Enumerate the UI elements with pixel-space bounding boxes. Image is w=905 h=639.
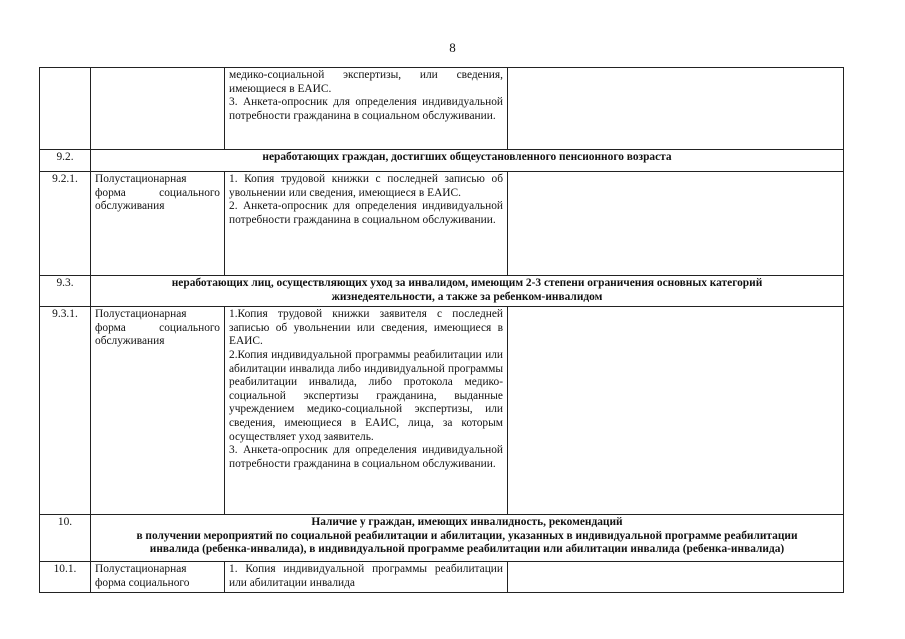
page-number: 8 bbox=[449, 40, 456, 55]
table-row bbox=[40, 172, 844, 276]
document-item: 2.Копия индивидуальной программы реабилитации или абилитации инвалида либо индивидуальной программы реабилитации инвалида, либо протокола медико-социальной экспертизы гражданина, выданные учреждением медико-социальной экспертизы, или сведения, имеющиеся в ЕАИС, лица, за которым осуществляет уход заявитель. bbox=[229, 348, 503, 443]
required-documents bbox=[225, 172, 508, 276]
document-item: 1. Копия индивидуальной программы реабилитации или абилитации инвалида bbox=[229, 563, 503, 589]
section-title-line: инвалида (ребенка-инвалида), в индивидуальной программе реабилитации или абилитации инвалида (ребенка-инвалида) bbox=[149, 543, 785, 556]
service-form: Полустационарная форма социального bbox=[91, 562, 225, 593]
notes-cell bbox=[508, 562, 844, 593]
table-row bbox=[40, 562, 844, 593]
document-item: 1. Копия трудовой книжки с последней записью об увольнении или сведения, имеющиеся в ЕАИС. bbox=[229, 173, 503, 199]
required-documents bbox=[225, 68, 508, 150]
document-item: 1.Копия трудовой книжки заявителя с последней записью об увольнении или сведения, имеющиеся в ЕАИС. bbox=[229, 308, 503, 348]
service-form: Полустационарная форма социального обслуживания bbox=[91, 172, 225, 276]
required-documents bbox=[225, 307, 508, 515]
section-title-line: неработающих лиц, осуществляющих уход за инвалидом, имеющим 2-3 степени ограничения основных категорий bbox=[171, 277, 763, 289]
section-number: 9.3. bbox=[40, 276, 91, 307]
document-item: 3. Анкета-опросник для определения индивидуальной потребности гражданина в социальном обслуживании. bbox=[229, 96, 503, 122]
section-title-line: жизнедеятельности, а также за ребенком-инвалидом bbox=[331, 290, 603, 303]
section-row bbox=[40, 515, 844, 562]
documents-table bbox=[39, 67, 844, 593]
document-item: 3. Анкета-опросник для определения индивидуальной потребности гражданина в социальном обслуживании. bbox=[229, 444, 503, 470]
section-row bbox=[40, 276, 844, 307]
section-title-line: неработающих граждан, достигших общеустановленного пенсионного возраста bbox=[262, 151, 672, 163]
row-number: 9.2.1. bbox=[40, 172, 91, 276]
notes-cell bbox=[508, 172, 844, 276]
service-form: Полустационарная форма социального обслуживания bbox=[91, 307, 225, 515]
section-title bbox=[91, 515, 844, 562]
table-row bbox=[40, 307, 844, 515]
section-row bbox=[40, 150, 844, 172]
section-number: 10. bbox=[40, 515, 91, 562]
section-title bbox=[91, 150, 844, 172]
document-item: 2. Анкета-опросник для определения индивидуальной потребности гражданина в социальном обслуживании. bbox=[229, 200, 503, 226]
notes-cell bbox=[508, 307, 844, 515]
section-title bbox=[91, 276, 844, 307]
section-number: 9.2. bbox=[40, 150, 91, 172]
service-form bbox=[91, 68, 225, 150]
section-title-line: Наличие у граждан, имеющих инвалидность, рекомендаций bbox=[311, 516, 623, 529]
section-title-line: в получении мероприятий по социальной реабилитации и абилитации, указанных в индивидуальной программе реабилитации bbox=[136, 529, 798, 542]
document-item: медико-социальной экспертизы, или сведения, имеющиеся в ЕАИС. bbox=[229, 69, 503, 95]
required-documents bbox=[225, 562, 508, 593]
notes-cell bbox=[508, 68, 844, 150]
row-number: 10.1. bbox=[40, 562, 91, 593]
table-row bbox=[40, 68, 844, 150]
row-number: 9.3.1. bbox=[40, 307, 91, 515]
row-number bbox=[40, 68, 91, 150]
